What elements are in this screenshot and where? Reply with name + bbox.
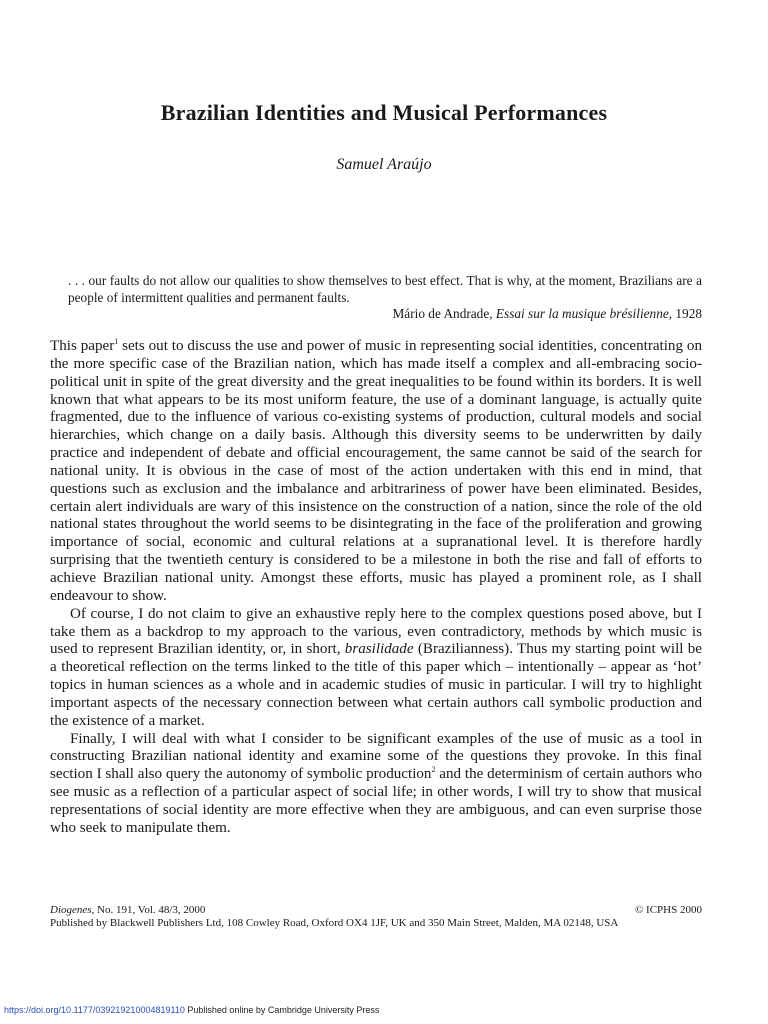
article-author: Samuel Araújo: [336, 156, 432, 173]
p3-text-b: and the determinism of certain authors who see music as a reflection of a particular aspect of social life; in other words, I will try to show that musical representations of social identity are more effective when they are ambiguous, and can even surprise those who seek to manipulate them.: [50, 766, 702, 836]
article-body: [50, 338, 702, 838]
p2-term-brasilidade: brasilidade: [344, 641, 414, 658]
footnote-marker-1[interactable]: 1: [114, 336, 119, 346]
article-title: Brazilian Identities and Musical Performances: [160, 100, 608, 125]
epigraph: [68, 273, 702, 323]
epigraph-quote: . . . our faults do not allow our qualities to show themselves to best effect. That is why, at the moment, Brazilians are a people of intermittent qualities and permanent faults.: [68, 273, 702, 305]
epigraph-attribution-author: Mário de Andrade,: [392, 306, 493, 321]
epigraph-attribution-year: , 1928: [668, 306, 702, 321]
epigraph-attribution-work: Essai sur la musique brésilienne: [495, 306, 669, 321]
body-paragraph-1: [50, 338, 702, 606]
footnote-marker-2[interactable]: 2: [431, 765, 436, 775]
p3-text-a: Finally, I will deal with what I consider to be significant examples of the use of music as a tool in constructing Brazilian national identity and examine some of the questions they provoke. In this final section I shall also query the autonomy of symbolic production: [50, 730, 702, 783]
journal-name: Diogenes: [50, 904, 92, 916]
p2-text-a: Of course, I do not claim to give an exhaustive reply here to the complex questions posed above, but I take them as a backdrop to my approach to the various, even contradictory, methods by which music is used to represent Brazilian identity, or, in short,: [50, 605, 702, 658]
page-footer: [50, 904, 702, 930]
p1-text-a: This paper: [50, 338, 115, 354]
journal-issue: , No. 191, Vol. 48/3, 2000: [91, 904, 206, 916]
copyright-notice: © ICPHS 2000: [634, 904, 702, 916]
p1-text-b: sets out to discuss the use and power of music in representing social identities, concentrating on the more specific case of the Brazilian nation, which has made itself a complex and all-embracing socio-political unit in spite of the great diversity and the great inequalities to be found within its borders. It is well known that what appears to be its most uniform feature, the use of a dominant language, is actually quite fragmented, due to the influence of various co-existing systems of production, cultural models and social hierarchies, which change on a daily basis. Although this diversity seems to be underwritten by daily practice and independent of debate and official encouragement, the same cannot be said of the search for national unity. It is obvious in the case of most of the action undertaken with this end in mind, that questions such as exclusion and the imbalance and arbitrariness of power have been eliminated. Besides, certain alert individuals are wary of this insistence on the construction of a nation, since the role of the old national states throughout the world seems to be disintegrating in the face of the proliferation and growing importance of social, economic and cultural relations at a supranational level. It is therefore hardly surprising that the twentieth century is considered to be a milestone in both the rise and fall of efforts to achieve Brazilian national unity. Amongst these efforts, music has played a prominent role, as I shall endeavour to show.: [50, 338, 702, 604]
body-paragraph-3: [50, 731, 702, 838]
doi-link[interactable]: https://doi.org/10.1177/039219210004819110: [4, 1005, 185, 1015]
journal-citation: [50, 904, 205, 917]
body-paragraph-2: [50, 606, 702, 731]
epigraph-attribution: [68, 306, 702, 323]
footer-row-journal: [50, 904, 702, 917]
published-online-note: Published online by Cambridge University Press: [184, 1005, 380, 1015]
publisher-line: Published by Blackwell Publishers Ltd, 108 Cowley Road, Oxford OX4 1JF, UK and 350 Main Street, Malden, MA 02148, USA: [50, 917, 619, 929]
p2-text-b: (Brazilianness). Thus my starting point will be a theoretical reflection on the terms linked to the title of this paper which – intentionally – appear as ‘hot’ topics in human sciences as a whole and in academic studies of music in particular. I will try to highlight important aspects of the necessary connection between what certain authors call symbolic production and the existence of a market.: [50, 641, 702, 729]
doi-bar: [0, 1004, 768, 1018]
